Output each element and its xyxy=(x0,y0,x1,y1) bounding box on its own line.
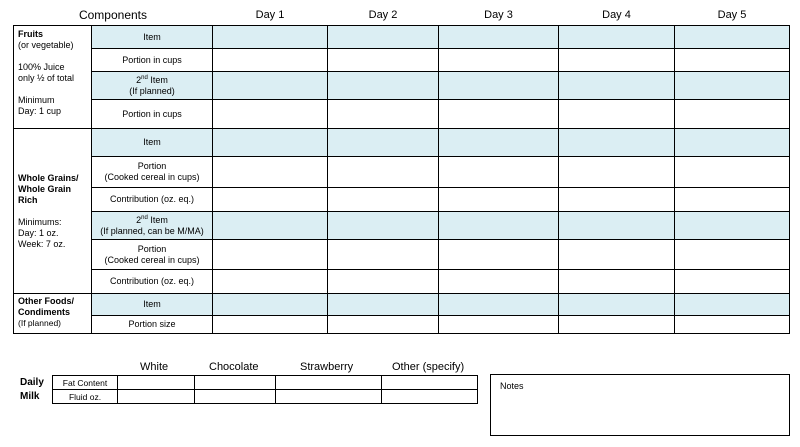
milk-fat-row xyxy=(53,376,478,390)
cell[interactable] xyxy=(559,26,675,49)
cell[interactable] xyxy=(439,294,559,316)
components-header: Components xyxy=(78,7,148,22)
header-row xyxy=(14,5,790,26)
ordinal-suffix: nd xyxy=(141,214,148,221)
cell[interactable] xyxy=(213,129,328,157)
fruit-second-item-label xyxy=(92,72,213,100)
cell[interactable] xyxy=(559,72,675,100)
cell[interactable] xyxy=(559,212,675,240)
notes-box[interactable] xyxy=(490,374,790,436)
fruit-portion2-label: Portion in cups xyxy=(92,100,213,129)
menu-planning-table xyxy=(13,5,790,334)
day-3-header: Day 3 xyxy=(484,8,513,21)
fruit-item-row xyxy=(14,26,790,49)
cell[interactable] xyxy=(559,49,675,72)
milk-col-white: White xyxy=(140,361,169,373)
grain-portion2-label xyxy=(92,240,213,270)
cell[interactable] xyxy=(675,240,790,270)
day-1-header: Day 1 xyxy=(255,8,285,21)
portion-note: (Cooked cereal in cups) xyxy=(104,254,200,265)
grain-contribution-row xyxy=(14,188,790,212)
cell[interactable] xyxy=(328,188,439,212)
cell[interactable] xyxy=(439,316,559,334)
cell[interactable] xyxy=(675,212,790,240)
cell[interactable] xyxy=(439,240,559,270)
grain-portion-label xyxy=(92,157,213,188)
cell[interactable] xyxy=(328,212,439,240)
cell[interactable] xyxy=(439,270,559,294)
grains-label xyxy=(14,129,92,294)
cell[interactable] xyxy=(675,129,790,157)
cell[interactable] xyxy=(439,157,559,188)
cell[interactable] xyxy=(118,390,195,404)
day-4-header: Day 4 xyxy=(602,8,631,21)
cell[interactable] xyxy=(213,72,328,100)
fruits-min-line2: Day: 1 cup xyxy=(18,106,62,116)
cell[interactable] xyxy=(328,270,439,294)
cell[interactable] xyxy=(213,270,328,294)
cell[interactable] xyxy=(675,294,790,316)
cell[interactable] xyxy=(328,72,439,100)
cell[interactable] xyxy=(213,26,328,49)
grains-title-line2: Whole Grain xyxy=(18,183,72,194)
cell[interactable] xyxy=(439,129,559,157)
item-text: Item xyxy=(147,74,168,85)
fruits-min-line1: Minimum xyxy=(18,95,55,105)
cell[interactable] xyxy=(213,316,328,334)
item-text: Item xyxy=(147,214,168,225)
cell[interactable] xyxy=(439,26,559,49)
cell[interactable] xyxy=(439,188,559,212)
other-title-line1: Other Foods/ xyxy=(18,296,74,306)
grain-portion-row xyxy=(14,157,790,188)
milk-col-strawberry: Strawberry xyxy=(300,361,354,373)
cell[interactable] xyxy=(328,157,439,188)
cell[interactable] xyxy=(213,294,328,316)
fruit-portion2-row xyxy=(14,100,790,129)
cell[interactable] xyxy=(195,376,276,390)
ordinal-suffix: nd xyxy=(141,74,148,81)
second-item-note: (If planned) xyxy=(129,85,175,96)
fruits-subtitle: (or vegetable) xyxy=(18,40,74,50)
fruit-second-item-row xyxy=(14,72,790,100)
grain-item-label: Item xyxy=(92,129,213,157)
cell[interactable] xyxy=(328,240,439,270)
cell[interactable] xyxy=(675,188,790,212)
day-2-header: Day 2 xyxy=(368,8,398,21)
cell[interactable] xyxy=(675,157,790,188)
milk-col-other: Other (specify) xyxy=(392,361,465,373)
cell[interactable] xyxy=(276,376,382,390)
cell[interactable] xyxy=(328,129,439,157)
grains-min-line2: Day: 1 oz. xyxy=(18,227,59,238)
cell[interactable] xyxy=(382,376,478,390)
cell[interactable] xyxy=(675,49,790,72)
cell[interactable] xyxy=(675,100,790,129)
grains-min-line3: Week: 7 oz. xyxy=(18,238,66,249)
cell[interactable] xyxy=(213,49,328,72)
portion-text: Portion xyxy=(137,243,167,254)
grains-min-line1: Minimums: xyxy=(18,216,62,227)
other-portion-label: Portion size xyxy=(92,316,213,334)
other-portion-row xyxy=(14,316,790,334)
other-item-row xyxy=(14,294,790,316)
cell[interactable] xyxy=(328,100,439,129)
grain-contribution2-row xyxy=(14,270,790,294)
other-item-label: Item xyxy=(92,294,213,316)
daily-milk-label xyxy=(20,376,44,404)
fruit-portion-row xyxy=(14,49,790,72)
portion-note: (Cooked cereal in cups) xyxy=(104,172,200,182)
cell[interactable] xyxy=(439,212,559,240)
grain-contribution2-label: Contribution (oz. eq.) xyxy=(92,270,213,294)
portion-text: Portion xyxy=(137,161,167,171)
fluid-oz-label: Fluid oz. xyxy=(53,390,118,404)
grain-contribution-label: Contribution (oz. eq.) xyxy=(92,188,213,212)
other-title-line2: Condiments xyxy=(18,307,71,317)
fruits-label xyxy=(14,26,92,129)
cell[interactable] xyxy=(439,100,559,129)
cell[interactable] xyxy=(382,390,478,404)
grain-second-item-row xyxy=(14,212,790,240)
cell[interactable] xyxy=(559,129,675,157)
cell[interactable] xyxy=(213,188,328,212)
cell[interactable] xyxy=(559,157,675,188)
second-item-note: (If planned, can be M/MA) xyxy=(100,225,204,236)
cell[interactable] xyxy=(675,72,790,100)
fruits-juice-line1: 100% Juice xyxy=(18,62,65,72)
ordinal-number: 2 xyxy=(136,74,142,85)
cell[interactable] xyxy=(559,100,675,129)
daily-label: Daily xyxy=(20,377,44,388)
cell[interactable] xyxy=(439,72,559,100)
cell[interactable] xyxy=(675,270,790,294)
cell[interactable] xyxy=(213,100,328,129)
other-label xyxy=(14,294,92,334)
cell[interactable] xyxy=(559,188,675,212)
fruits-title: Fruits xyxy=(18,29,44,39)
fat-content-label: Fat Content xyxy=(53,376,118,390)
milk-table xyxy=(52,375,478,404)
cell[interactable] xyxy=(213,240,328,270)
fruit-portion-label: Portion in cups xyxy=(92,49,213,72)
grains-title-line3: Rich xyxy=(18,194,38,205)
cell[interactable] xyxy=(328,49,439,72)
cell[interactable] xyxy=(328,26,439,49)
grain-portion2-row xyxy=(14,240,790,270)
cell[interactable] xyxy=(195,390,276,404)
milk-label: Milk xyxy=(20,391,40,402)
cell[interactable] xyxy=(559,316,675,334)
cell[interactable] xyxy=(559,294,675,316)
notes-label: Notes xyxy=(500,381,524,391)
grains-title-line1: Whole Grains/ xyxy=(18,172,79,183)
cell[interactable] xyxy=(559,240,675,270)
fruit-item-label: Item xyxy=(92,26,213,49)
grain-second-item-label xyxy=(92,212,213,240)
fruits-juice-line2: only ½ of total xyxy=(18,73,75,83)
other-note: (If planned) xyxy=(18,318,61,328)
cell[interactable] xyxy=(675,26,790,49)
ordinal-number: 2 xyxy=(136,214,142,225)
cell[interactable] xyxy=(675,316,790,334)
cell[interactable] xyxy=(213,212,328,240)
cell[interactable] xyxy=(213,157,328,188)
cell[interactable] xyxy=(328,316,439,334)
milk-fluid-row xyxy=(53,390,478,404)
day-5-header: Day 5 xyxy=(717,8,747,21)
cell[interactable] xyxy=(439,49,559,72)
cell[interactable] xyxy=(276,390,382,404)
milk-col-chocolate: Chocolate xyxy=(209,361,259,373)
cell[interactable] xyxy=(118,376,195,390)
cell[interactable] xyxy=(559,270,675,294)
grain-item-row xyxy=(14,129,790,157)
cell[interactable] xyxy=(328,294,439,316)
